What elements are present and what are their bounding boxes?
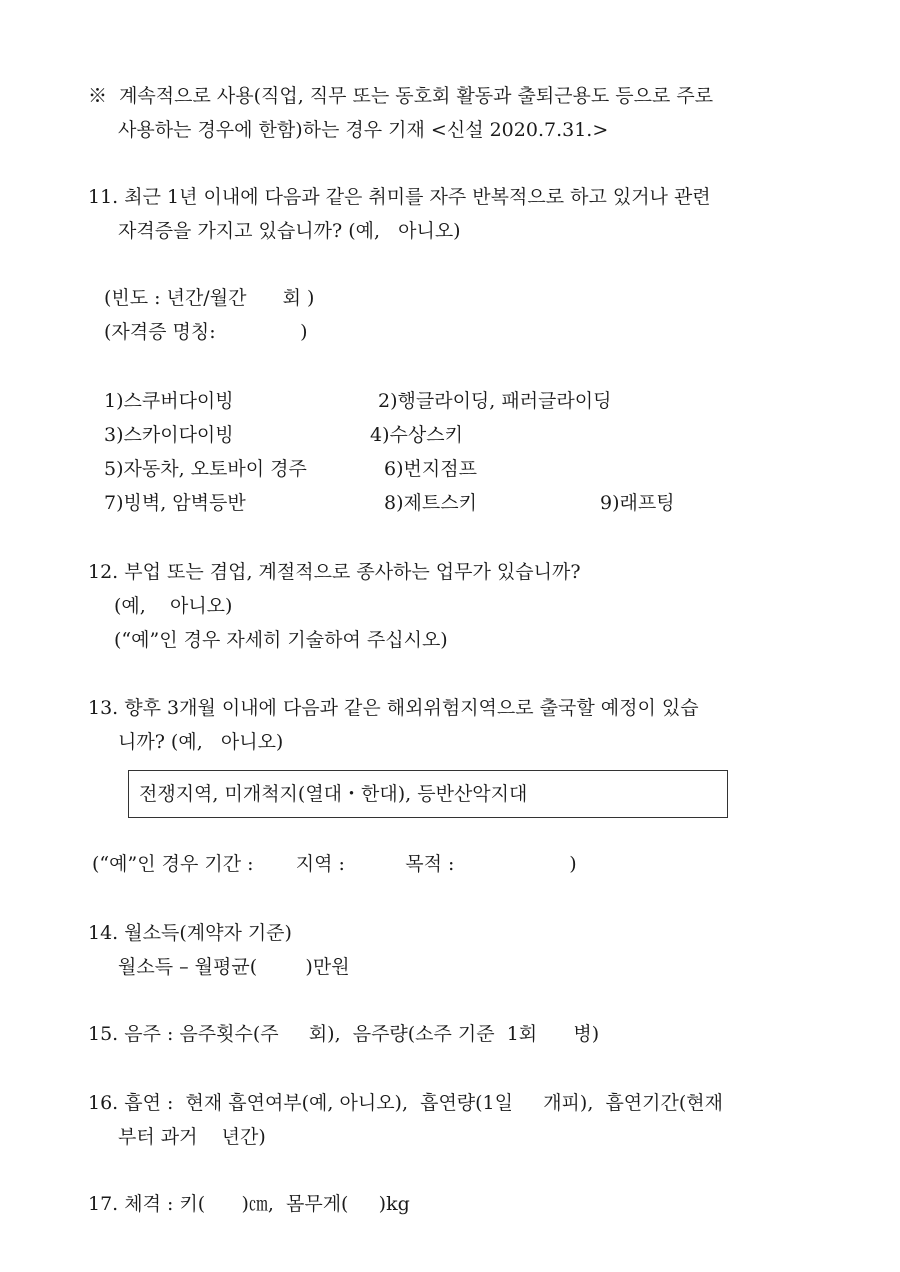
- q11-frequency: (빈도 : 년간/월간 회 ): [104, 287, 315, 309]
- q15-line-1: 15. 음주 : 음주횟수(주 회), 음주량(소주 기준 1회 병): [88, 1023, 600, 1045]
- danger-region-text: 전쟁지역, 미개척지(열대・한대), 등반산악지대: [139, 783, 528, 805]
- q16-line-1: 16. 흡연 : 현재 흡연여부(예, 아니오), 흡연량(1일 개피), 흡연기간(현재: [88, 1092, 723, 1114]
- q14-line-1: 14. 월소득(계약자 기준): [88, 922, 292, 944]
- q11-option: 7)빙벽, 암벽등반: [104, 492, 246, 514]
- q13-line-2: 니까? (예, 아니오): [118, 731, 284, 753]
- q11-option: 8)제트스키: [384, 492, 477, 514]
- q11-license: (자격증 명칭: ): [104, 321, 308, 343]
- q11-line-1: 11. 최근 1년 이내에 다음과 같은 취미를 자주 반복적으로 하고 있거나 관련: [88, 186, 711, 208]
- q17-line-1: 17. 체격 : 키( )㎝, 몸무게( )kg: [88, 1193, 410, 1215]
- q11-option: 5)자동차, 오토바이 경주: [104, 458, 307, 480]
- q13-detail: (“예”인 경우 기간 : 지역 : 목적 : ): [92, 853, 577, 875]
- q11-option: 2)행글라이딩, 패러글라이딩: [378, 390, 612, 412]
- q12-line-2: (예, 아니오): [114, 595, 233, 617]
- q13-line-1: 13. 향후 3개월 이내에 다음과 같은 해외위험지역으로 출국할 예정이 있습: [88, 697, 699, 719]
- danger-region-box: [128, 770, 728, 818]
- q11-option: 3)스카이다이빙: [104, 424, 234, 446]
- q12-line-1: 12. 부업 또는 겸업, 계절적으로 종사하는 업무가 있습니까?: [88, 561, 581, 583]
- q11-line-2: 자격증을 가지고 있습니까? (예, 아니오): [118, 220, 461, 242]
- q12-line-3: (“예”인 경우 자세히 기술하여 주십시오): [114, 629, 448, 651]
- q14-line-2: 월소득 – 월평균( )만원: [118, 956, 350, 978]
- q11-option: 4)수상스키: [370, 424, 463, 446]
- q11-option: 6)번지점프: [384, 458, 477, 480]
- note-line-1: ※ 계속적으로 사용(직업, 직무 또는 동호회 활동과 출퇴근용도 등으로 주로: [88, 85, 714, 107]
- q11-option: 9)래프팅: [600, 492, 675, 514]
- q11-option: 1)스쿠버다이빙: [104, 390, 234, 412]
- q16-line-2: 부터 과거 년간): [118, 1126, 266, 1148]
- note-line-2: 사용하는 경우에 한함)하는 경우 기재 <신설 2020.7.31.>: [118, 119, 609, 141]
